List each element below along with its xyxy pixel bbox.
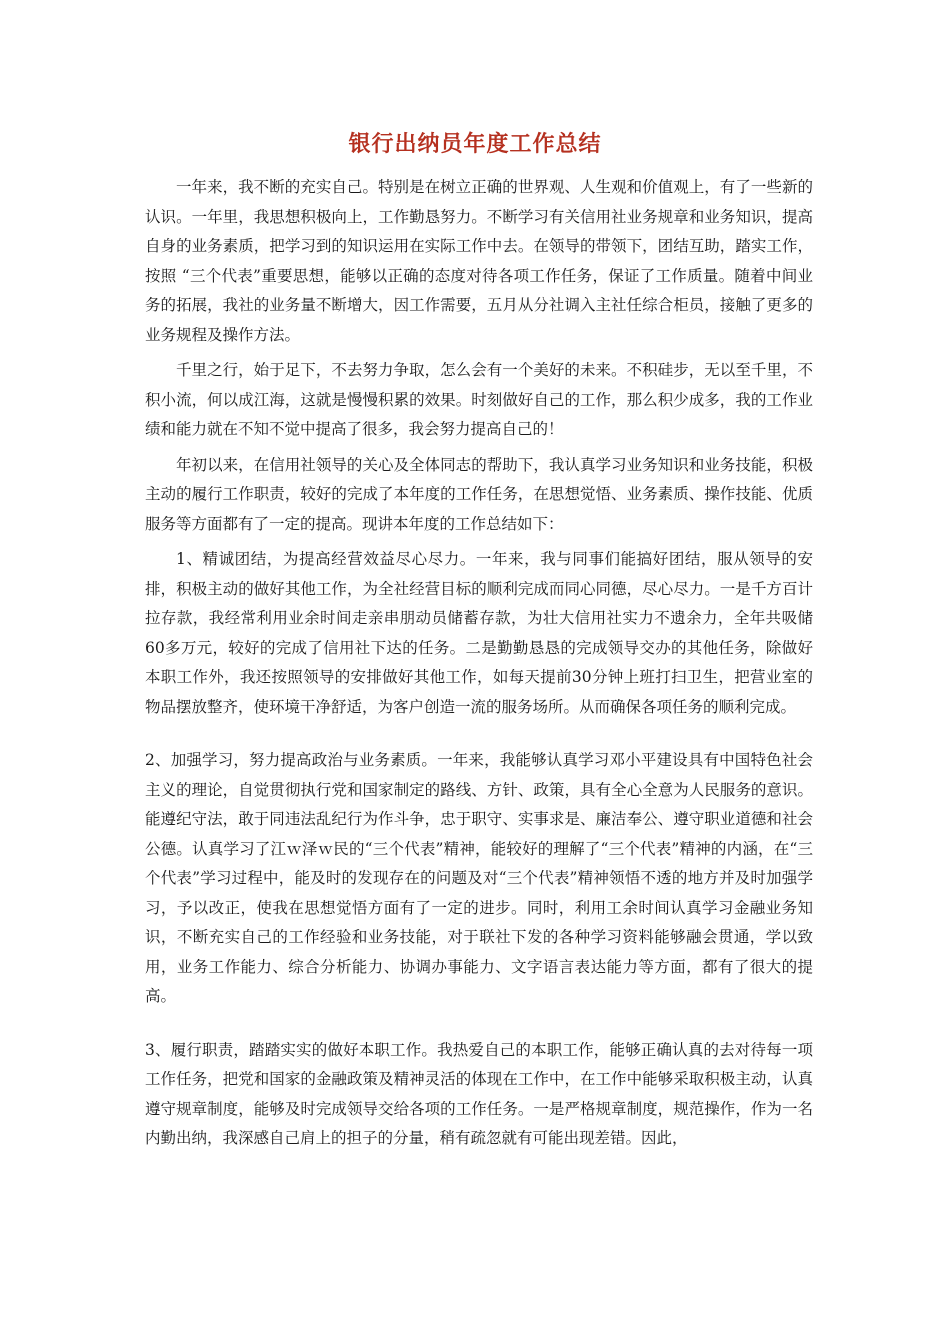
paragraph-gap xyxy=(145,728,813,746)
paragraph-section-2: 2、加强学习，努力提高政治与业务素质。一年来，我能够认真学习邓小平建设具有中国特色社会主义的理论，自觉贯彻执行党和国家制定的路线、方针、政策，具有全心全意为人民服务的意识。能遵纪守法，敢于同违法乱纪行为作斗争，忠于职守、实事求是、廉洁奉公、遵守职业道德和社会公德。认真学习了江ｗ泽ｗ民的“三个代表”精神，能较好的理解了“三个代表”精神的内涵，在“三个代表”学习过程中，能及时的发现存在的问题及对“三个代表”精神领悟不透的地方并及时加强学习，予以改正，使我在思想觉悟方面有了一定的进步。同时，利用工余时间认真学习金融业务知识，不断充实自己的工作经验和业务技能，对于联社下发的各种学习资料能够融会贯通，学以致用，业务工作能力、综合分析能力、协调办事能力、文字语言表达能力等方面，都有了很大的提高。 xyxy=(145,751,813,1005)
document-title: 银行出纳员年度工作总结 xyxy=(348,132,602,157)
document-body xyxy=(145,173,813,1160)
paragraph-gap xyxy=(145,1018,813,1036)
paragraph-intro: 一年来，我不断的充实自己。特别是在树立正确的世界观、人生观和价值观上，有了一些新的认识。一年里，我思想积极向上，工作勤恳努力。不断学习有关信用社业务规章和业务知识，提高自身的业务素质，把学习到的知识运用在实际工作中去。在领导的带领下，团结互助，踏实工作，按照 “三个代表”重要思想，能够以正确的态度对待各项工作任务，保证了工作质量。随着中间业务的拓展，我社的业务量不断增大，因工作需要，五月从分社调入主社任综合柜员，接触了更多的业务规程及操作方法。 xyxy=(145,178,813,344)
paragraph-section-1: 1、精诚团结，为提高经营效益尽心尽力。一年来，我与同事们能搞好团结，服从领导的安排，积极主动的做好其他工作，为全社经营目标的顺利完成而同心同德，尽心尽力。一是千方百计拉存款，我经常利用业余时间走亲串朋动员储蓄存款，为壮大信用社实力不遗余力，全年共吸储60多万元，较好的完成了信用社下达的任务。二是勤勤恳恳的完成领导交办的其他任务，除做好本职工作外，我还按照领导的安排做好其他工作，如每天提前30分钟上班打扫卫生，把营业室的物品摆放整齐，使环境干净舒适，为客户创造一流的服务场所。从而确保各项任务的顺利完成。 xyxy=(145,550,813,716)
paragraph-motivation: 千里之行，始于足下，不去努力争取，怎么会有一个美好的未来。不积硅步，无以至千里，不积小流，何以成江海，这就是慢慢积累的效果。时刻做好自己的工作，那么积少成多，我的工作业绩和能力就在不知不觉中提高了很多，我会努力提高自己的！ xyxy=(145,361,813,438)
paragraph-overview: 年初以来，在信用社领导的关心及全体同志的帮助下，我认真学习业务知识和业务技能，积极主动的履行工作职责，较好的完成了本年度的工作任务，在思想觉悟、业务素质、操作技能、优质服务等方面都有了一定的提高。现讲本年度的工作总结如下： xyxy=(145,455,813,533)
paragraph-section-3: 3、履行职责，踏踏实实的做好本职工作。我热爱自己的本职工作，能够正确认真的去对待每一项工作任务，把党和国家的金融政策及精神灵活的体现在工作中，在工作中能够采取积极主动，认真遵守规章制度，能够及时完成领导交给各项的工作任务。一是严格规章制度，规范操作，作为一名内勤出纳，我深感自己肩上的担子的分量，稍有疏忽就有可能出现差错。因此， xyxy=(145,1040,813,1147)
